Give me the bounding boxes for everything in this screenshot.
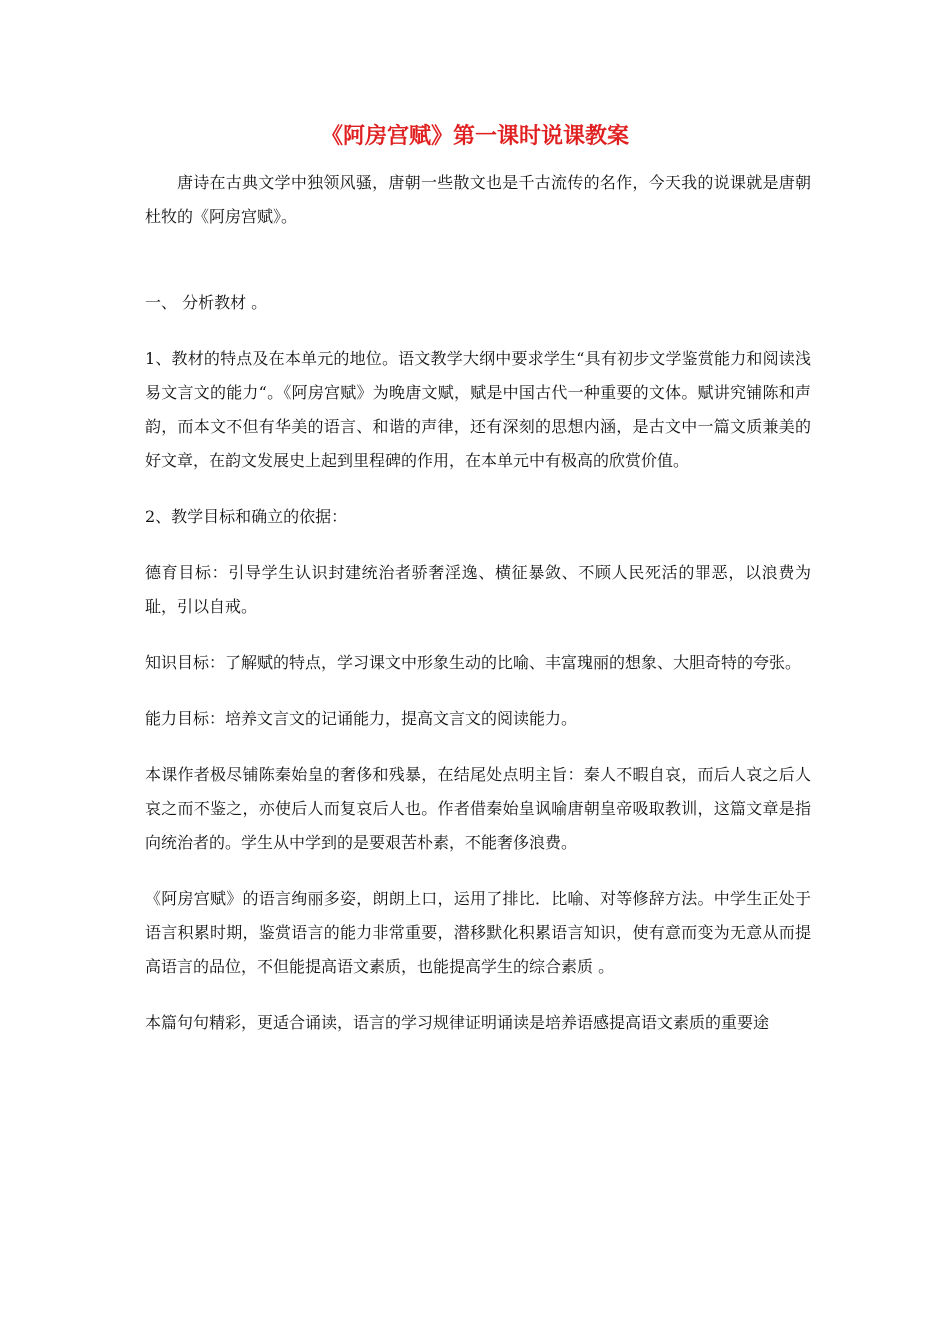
intro-paragraph: 唐诗在古典文学中独领风骚，唐朝一些散文也是千古流传的名作，今天我的说课就是唐朝杜牧的《阿房宫赋》。 [145,173,811,226]
document-title: 《阿房宫赋》第一课时说课教案 [320,123,629,149]
paragraph: 知识目标：了解赋的特点，学习课文中形象生动的比喻、丰富瑰丽的想象、大胆奇特的夸张。 [145,653,802,672]
paragraph: 本篇句句精彩，更适合诵读，语言的学习规律证明诵读是培养语感提高语文素质的重要途 [145,1013,770,1032]
paragraph: 能力目标：培养文言文的记诵能力，提高文言文的阅读能力。 [145,709,578,728]
document-body [145,166,811,1062]
paragraph: 《阿房宫赋》的语言绚丽多姿，朗朗上口，运用了排比．比喻、对等修辞方法。中学生正处于语言积累时期，鉴赏语言的能力非常重要，潜移默化积累语言知识，使有意而变为无意从而提高语言的品位，不但能提高语文素质，也能提高学生的综合素质 。 [145,889,811,976]
section-heading: 一、 分析教材 。 [145,293,268,312]
paragraph: 1、教材的特点及在本单元的地位。语文教学大纲中要求学生“具有初步文学鉴赏能力和阅读浅易文言文的能力“。《阿房宫赋》为晚唐文赋，赋是中国古代一种重要的文体。赋讲究铺陈和声韵，而本文不但有华美的语言、和谐的声律，还有深刻的思想内涵，是古文中一篇文质兼美的好文章，在韵文发展史上起到里程碑的作用，在本单元中有极高的欣赏价值。 [145,349,811,470]
paragraph: 德育目标：引导学生认识封建统治者骄奢淫逸、横征暴敛、不顾人民死活的罪恶，以浪费为耻，引以自戒。 [145,563,811,616]
paragraph: 本课作者极尽铺陈秦始皇的奢侈和残暴，在结尾处点明主旨：秦人不暇自哀，而后人哀之后人哀之而不鉴之，亦使后人而复哀后人也。作者借秦始皇讽喻唐朝皇帝吸取教训，这篇文章是指向统治者的。学生从中学到的是要艰苦朴素，不能奢侈浪费。 [145,765,811,852]
subheading: 2、教学目标和确立的依据： [145,507,348,526]
